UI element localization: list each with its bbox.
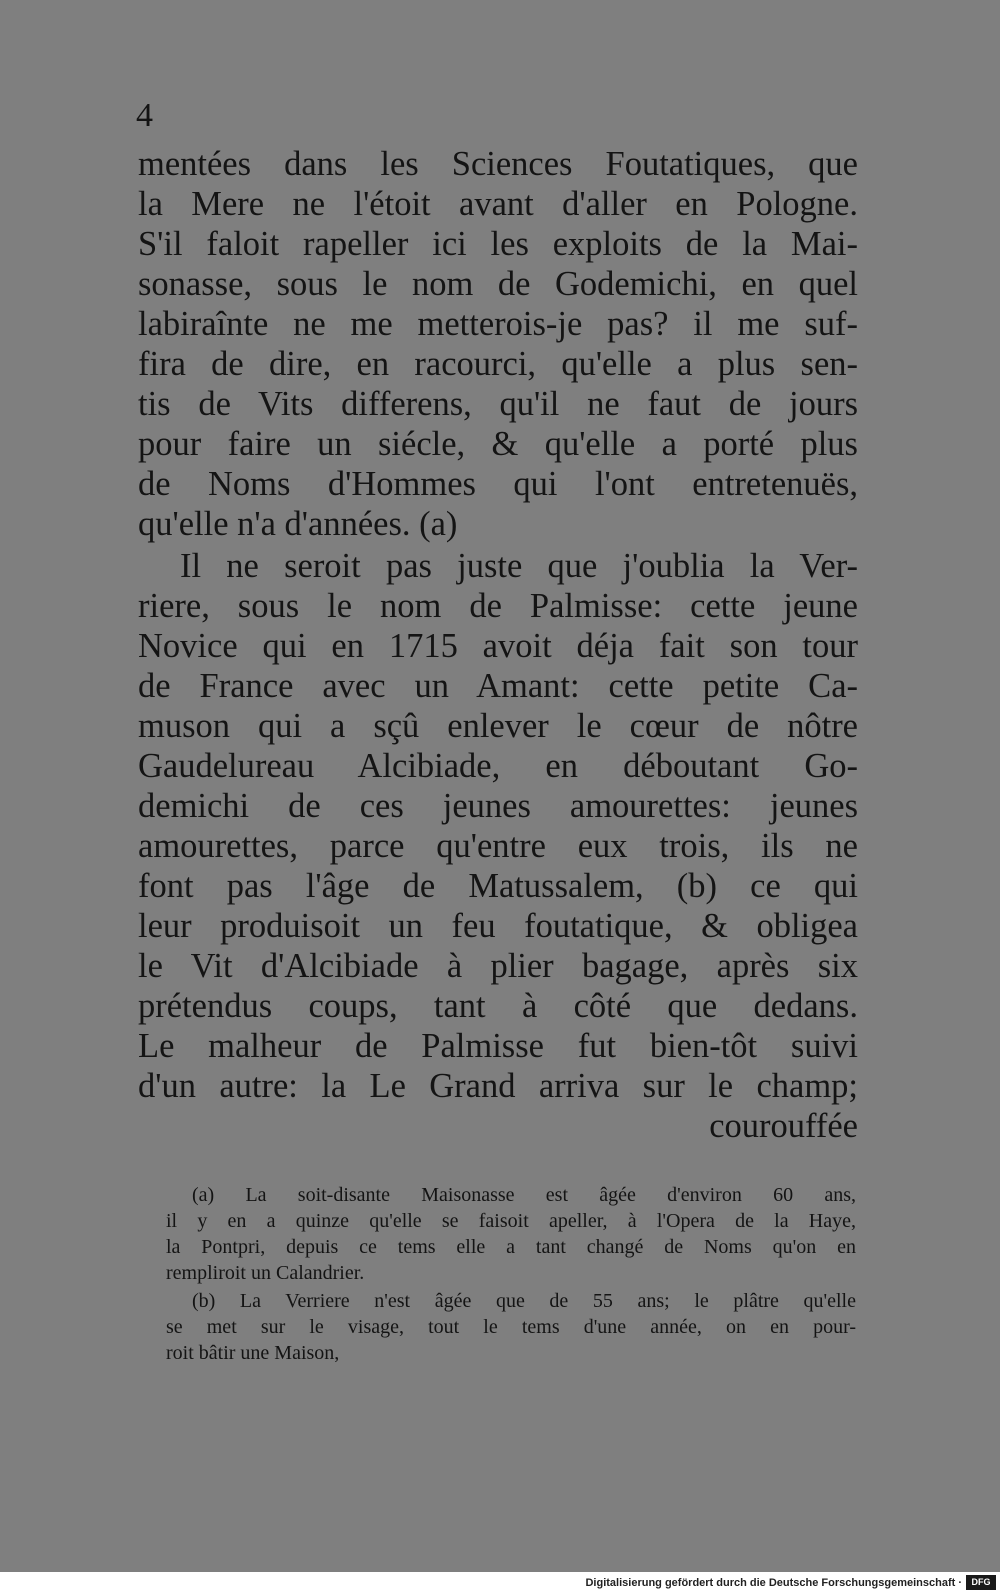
text-line: fira de dire, en racourci, qu'elle a plus sen- [138, 345, 858, 383]
text-line: le Vit d'Alcibiade à plier bagage, après six [138, 947, 858, 985]
footnote-line: (a) La soit-disante Maisonasse est âgée d'environ 60 ans, [192, 1184, 856, 1206]
text-line: sonasse, sous le nom de Godemichi, en quel [138, 265, 858, 303]
text-line: demichi de ces jeunes amourettes: jeunes [138, 787, 858, 825]
text-line: Novice qui en 1715 avoit déja fait son tour [138, 627, 858, 665]
text-line: Gaudelureau Alcibiade, en déboutant Go- [138, 747, 858, 785]
text-line: d'un autre: la Le Grand arriva sur le champ; [138, 1067, 858, 1105]
catchword: courouffée [709, 1107, 858, 1145]
text-line: qu'elle n'a d'années. (a) [138, 505, 458, 543]
footer-credit: Digitalisierung gefördert durch die Deutsche Forschungsgemeinschaft · [585, 1577, 962, 1589]
text-line: amourettes, parce qu'entre eux trois, ils ne [138, 827, 858, 865]
text-line: leur produisoit un feu foutatique, & obligea [138, 907, 858, 945]
text-line: la Mere ne l'étoit avant d'aller en Pologne. [138, 185, 858, 223]
footnote-line: rempliroit un Calandrier. [166, 1262, 365, 1284]
text-line: riere, sous le nom de Palmisse: cette jeune [138, 587, 858, 625]
dfg-logo: DFG [966, 1575, 996, 1590]
text-line: S'il faloit rapeller ici les exploits de la Mai- [138, 225, 858, 263]
text-line: mentées dans les Sciences Foutatiques, que [138, 145, 858, 183]
footnote-line: roit bâtir une Maison, [166, 1342, 340, 1364]
text-line: pour faire un siécle, & qu'elle a porté plus [138, 425, 858, 463]
text-line: Il ne seroit pas juste que j'oublia la Ver- [180, 547, 858, 585]
page-number: 4 [136, 97, 153, 134]
footnote-line: la Pontpri, depuis ce tems elle a tant changé de Noms qu'on en [166, 1236, 856, 1258]
text-line: labiraînte ne me metterois-je pas? il me suf- [138, 305, 858, 343]
footnote-line: (b) La Verriere n'est âgée que de 55 ans; le plâtre qu'elle [192, 1290, 856, 1312]
text-line: de France avec un Amant: cette petite Ca- [138, 667, 858, 705]
text-line: Le malheur de Palmisse fut bien-tôt suivi [138, 1027, 858, 1065]
text-line: muson qui a sçû enlever le cœur de nôtre [138, 707, 858, 745]
footnote-line: se met sur le visage, tout le tems d'une année, on en pour- [166, 1316, 856, 1338]
text-line: tis de Vits differens, qu'il ne faut de jours [138, 385, 858, 423]
text-line: font pas l'âge de Matussalem, (b) ce qui [138, 867, 858, 905]
text-line: de Noms d'Hommes qui l'ont entretenuës, [138, 465, 858, 503]
text-line: prétendus coups, tant à côté que dedans. [138, 987, 858, 1025]
footnote-line: il y en a quinze qu'elle se faisoit apeller, à l'Opera de la Haye, [166, 1210, 856, 1232]
